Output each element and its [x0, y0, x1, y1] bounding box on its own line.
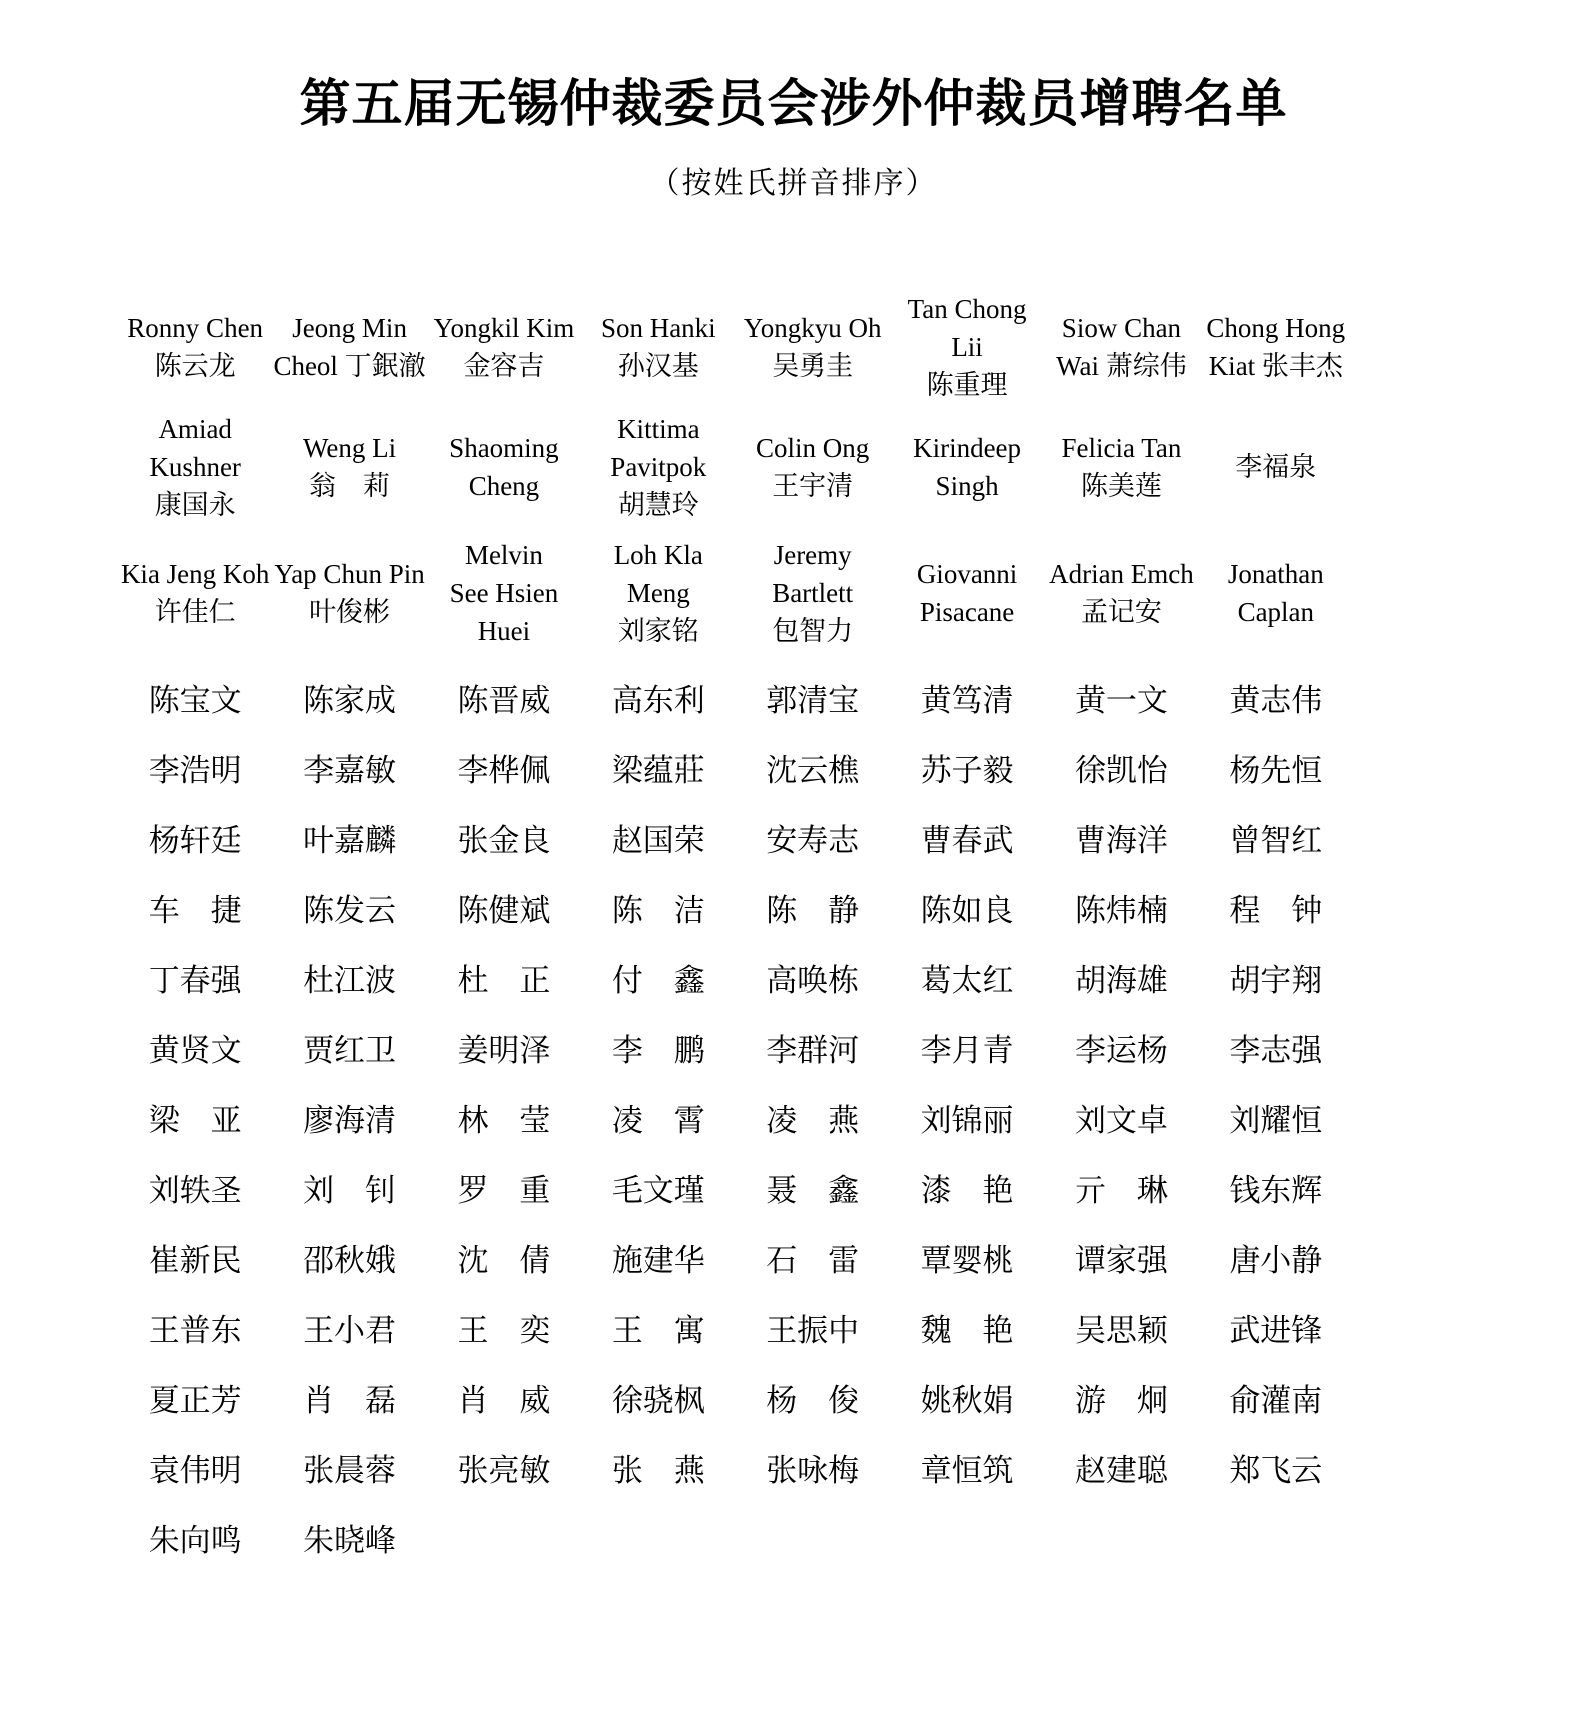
name-cell: 李 鹏 [611, 1032, 705, 1068]
name-line: 孟记安 [1080, 597, 1162, 627]
name-cell: 杨 俊 [766, 1382, 860, 1418]
name-cell: 叶嘉麟 [303, 822, 397, 858]
name-cell: 刘锦丽 [920, 1102, 1014, 1138]
name-cell: 杜江波 [303, 962, 397, 998]
name-cell: 姜明泽 [457, 1032, 551, 1068]
foreign-arbitrators-grid [118, 290, 1353, 650]
name-line: 叶俊彬 [309, 597, 391, 627]
name-cell: 覃婴桃 [920, 1242, 1014, 1278]
chinese-arbitrator-row [118, 1502, 1353, 1572]
name-line: 康国永 [154, 490, 236, 520]
name-cell: 梁蕴莊 [611, 752, 705, 788]
name-cell: 高东利 [611, 682, 705, 718]
name-line: Yongkyu Oh [743, 313, 882, 343]
name-line: 许佳仁 [154, 597, 236, 627]
chinese-arbitrator-row [118, 732, 1353, 802]
name-line: 陈美莲 [1080, 471, 1162, 501]
name-line: 陈重理 [926, 370, 1008, 400]
name-cell: 肖 磊 [303, 1382, 397, 1418]
foreign-arbitrator-row [118, 290, 1353, 404]
chinese-arbitrator-row [118, 1432, 1353, 1502]
name-cell: 梁 亚 [148, 1102, 242, 1138]
name-line: Kia Jeng Koh [120, 559, 270, 589]
name-cell: 王小君 [303, 1312, 397, 1348]
chinese-arbitrator-row [118, 1152, 1353, 1222]
name-line: Shaoming [449, 433, 559, 463]
name-cell: 曹海洋 [1074, 822, 1168, 858]
name-cell: 苏子毅 [920, 752, 1014, 788]
foreign-arbitrator-row [118, 536, 1353, 650]
name-line: 陈云龙 [154, 351, 236, 381]
name-line: Kittima [617, 414, 700, 444]
name-cell [736, 536, 890, 650]
name-line: 王宇清 [772, 471, 854, 501]
name-cell: 李浩明 [148, 752, 242, 788]
name-line: Jonathan [1227, 559, 1324, 589]
name-cell: 赵建聪 [1074, 1452, 1168, 1488]
name-cell: 黄一文 [1074, 682, 1168, 718]
name-cell: 郭清宝 [766, 682, 860, 718]
name-cell: 刘耀恒 [1229, 1102, 1323, 1138]
name-cell [272, 536, 426, 650]
name-cell: 黄志伟 [1229, 682, 1323, 718]
name-line: Kirindeep [913, 433, 1022, 463]
name-cell [118, 290, 272, 404]
name-line: 李福泉 [1235, 452, 1317, 482]
name-cell: 肖 威 [457, 1382, 551, 1418]
chinese-arbitrator-row [118, 662, 1353, 732]
name-cell: 王振中 [766, 1312, 860, 1348]
chinese-arbitrator-row [118, 1362, 1353, 1432]
name-cell [581, 536, 735, 650]
name-cell: 郑飞云 [1229, 1452, 1323, 1488]
name-line: Loh Kla Meng [613, 540, 703, 608]
name-line: Chong Hong [1206, 313, 1346, 343]
name-cell [272, 410, 426, 524]
name-cell: 李运杨 [1074, 1032, 1168, 1068]
name-cell: 李桦佩 [457, 752, 551, 788]
name-cell: 罗 重 [457, 1172, 551, 1208]
name-line: Huei [477, 616, 531, 646]
name-cell [1199, 410, 1353, 524]
name-cell: 游 炯 [1074, 1382, 1168, 1418]
name-cell: 陈家成 [303, 682, 397, 718]
name-cell: 杨先恒 [1229, 752, 1323, 788]
chinese-arbitrator-row [118, 1012, 1353, 1082]
name-cell [1044, 290, 1198, 404]
name-cell: 胡海雄 [1074, 962, 1168, 998]
name-line: 金容吉 [463, 351, 545, 381]
name-cell [118, 410, 272, 524]
name-cell: 凌 霄 [611, 1102, 705, 1138]
name-cell: 张 燕 [611, 1452, 705, 1488]
chinese-arbitrator-row [118, 802, 1353, 872]
name-line: Singh [935, 471, 999, 501]
name-line: 吴勇圭 [772, 351, 854, 381]
document-title: 第五届无锡仲裁委员会涉外仲裁员增聘名单 [299, 77, 1288, 133]
name-cell [890, 410, 1044, 524]
name-line: Kiat 张丰杰 [1208, 351, 1343, 381]
name-line: Kushner [149, 452, 241, 482]
name-cell: 崔新民 [148, 1242, 242, 1278]
name-line: Tan Chong Lii [907, 294, 1027, 362]
name-line: Melvin [464, 540, 543, 570]
name-line: Giovanni [916, 559, 1018, 589]
name-line: Cheng [468, 471, 540, 501]
chinese-arbitrator-row [118, 942, 1353, 1012]
name-cell: 石 雷 [766, 1242, 860, 1278]
chinese-arbitrators-grid [118, 662, 1353, 1572]
name-cell: 邵秋娥 [303, 1242, 397, 1278]
name-line: Felicia Tan [1061, 433, 1182, 463]
name-cell [1044, 410, 1198, 524]
name-cell: 沈云樵 [766, 752, 860, 788]
name-cell: 朱晓峰 [303, 1522, 397, 1558]
name-line: Amiad [158, 414, 232, 444]
name-cell: 徐骁枫 [611, 1382, 705, 1418]
chinese-arbitrator-row [118, 1292, 1353, 1362]
name-line: Pisacane [919, 597, 1015, 627]
name-cell: 施建华 [611, 1242, 705, 1278]
name-cell [427, 290, 581, 404]
name-cell: 魏 艳 [920, 1312, 1014, 1348]
name-cell: 林 莹 [457, 1102, 551, 1138]
name-cell: 安寿志 [766, 822, 860, 858]
name-cell: 胡宇翔 [1229, 962, 1323, 998]
name-line: Colin Ong [756, 433, 870, 463]
name-cell: 付 鑫 [611, 962, 705, 998]
name-line: Cheol 丁鈱澈 [273, 351, 426, 381]
name-cell [736, 290, 890, 404]
name-cell: 黄笃清 [920, 682, 1014, 718]
name-line: 翁 莉 [309, 471, 391, 501]
name-line: Jeremy [773, 540, 852, 570]
name-cell [272, 290, 426, 404]
name-cell: 刘轶圣 [148, 1172, 242, 1208]
name-cell: 章恒筑 [920, 1452, 1014, 1488]
name-cell: 漆 艳 [920, 1172, 1014, 1208]
foreign-arbitrator-row [118, 410, 1353, 524]
name-cell: 武进锋 [1229, 1312, 1323, 1348]
name-cell: 葛太红 [920, 962, 1014, 998]
name-cell [427, 536, 581, 650]
chinese-arbitrator-row [118, 1082, 1353, 1152]
name-line: Adrian Emch [1049, 559, 1194, 589]
name-cell: 曹春武 [920, 822, 1014, 858]
name-cell: 贾红卫 [303, 1032, 397, 1068]
name-line: Jeong Min [292, 313, 407, 343]
name-cell: 陈健斌 [457, 892, 551, 928]
name-line: 孙汉基 [617, 351, 699, 381]
name-cell [1044, 536, 1198, 650]
name-cell: 曾智红 [1229, 822, 1323, 858]
name-cell: 唐小静 [1229, 1242, 1323, 1278]
name-cell: 张亮敏 [457, 1452, 551, 1488]
name-cell: 李月青 [920, 1032, 1014, 1068]
name-cell: 亓 琳 [1074, 1172, 1168, 1208]
name-cell: 毛文瑾 [611, 1172, 705, 1208]
name-cell: 黄贤文 [148, 1032, 242, 1068]
name-cell: 车 捷 [148, 892, 242, 928]
name-cell: 刘文卓 [1074, 1102, 1168, 1138]
name-cell: 凌 燕 [766, 1102, 860, 1138]
name-cell: 张金良 [457, 822, 551, 858]
chinese-arbitrator-row [118, 1222, 1353, 1292]
name-cell: 杜 正 [457, 962, 551, 998]
name-cell: 袁伟明 [148, 1452, 242, 1488]
name-line: Wai 萧综伟 [1056, 351, 1187, 381]
name-cell: 俞灌南 [1229, 1382, 1323, 1418]
name-line: Yongkil Kim [433, 313, 575, 343]
name-cell: 钱东辉 [1229, 1172, 1323, 1208]
name-line: Ronny Chen [127, 313, 264, 343]
name-cell: 李志强 [1229, 1032, 1323, 1068]
name-cell: 谭家强 [1074, 1242, 1168, 1278]
name-cell [118, 536, 272, 650]
name-line: Pavitpok [610, 452, 707, 482]
name-cell: 陈 洁 [611, 892, 705, 928]
name-cell: 王 寓 [611, 1312, 705, 1348]
name-cell: 张咏梅 [766, 1452, 860, 1488]
name-cell [1199, 536, 1353, 650]
name-cell: 陈炜楠 [1074, 892, 1168, 928]
name-cell [1199, 290, 1353, 404]
name-cell [890, 536, 1044, 650]
name-cell [736, 410, 890, 524]
name-line: Weng Li [303, 433, 397, 463]
name-line: Siow Chan [1061, 313, 1182, 343]
name-cell: 程 钟 [1229, 892, 1323, 928]
name-cell: 徐凯怡 [1074, 752, 1168, 788]
name-cell: 刘 钊 [303, 1172, 397, 1208]
name-line: Yap Chun Pin [274, 559, 425, 589]
name-cell: 陈 静 [766, 892, 860, 928]
name-cell: 朱向鸣 [148, 1522, 242, 1558]
name-cell: 高唤栋 [766, 962, 860, 998]
name-cell [581, 410, 735, 524]
name-line: Bartlett [772, 578, 854, 608]
name-line: Son Hanki [600, 313, 716, 343]
name-cell [890, 290, 1044, 404]
name-cell: 王 奕 [457, 1312, 551, 1348]
name-cell: 李群河 [766, 1032, 860, 1068]
name-cell: 李嘉敏 [303, 752, 397, 788]
name-cell: 王普东 [148, 1312, 242, 1348]
name-line: 包智力 [772, 616, 854, 646]
chinese-arbitrator-row [118, 872, 1353, 942]
name-cell: 丁春强 [148, 962, 242, 998]
name-cell: 沈 倩 [457, 1242, 551, 1278]
name-cell [427, 410, 581, 524]
name-cell: 廖海清 [303, 1102, 397, 1138]
name-cell: 聂 鑫 [766, 1172, 860, 1208]
name-line: See Hsien [449, 578, 559, 608]
name-cell: 赵国荣 [611, 822, 705, 858]
name-line: 胡慧玲 [617, 490, 699, 520]
name-line: Caplan [1237, 597, 1315, 627]
name-cell: 陈如良 [920, 892, 1014, 928]
name-cell: 张晨蓉 [303, 1452, 397, 1488]
name-line: 刘家铭 [617, 616, 699, 646]
name-cell [581, 290, 735, 404]
name-cell: 姚秋娟 [920, 1382, 1014, 1418]
name-cell: 陈发云 [303, 892, 397, 928]
name-cell: 夏正芳 [148, 1382, 242, 1418]
name-cell: 陈宝文 [148, 682, 242, 718]
name-cell: 吴思颖 [1074, 1312, 1168, 1348]
document-subtitle: （按姓氏拼音排序） [649, 167, 938, 200]
name-cell: 杨轩廷 [148, 822, 242, 858]
name-cell: 陈晋威 [457, 682, 551, 718]
